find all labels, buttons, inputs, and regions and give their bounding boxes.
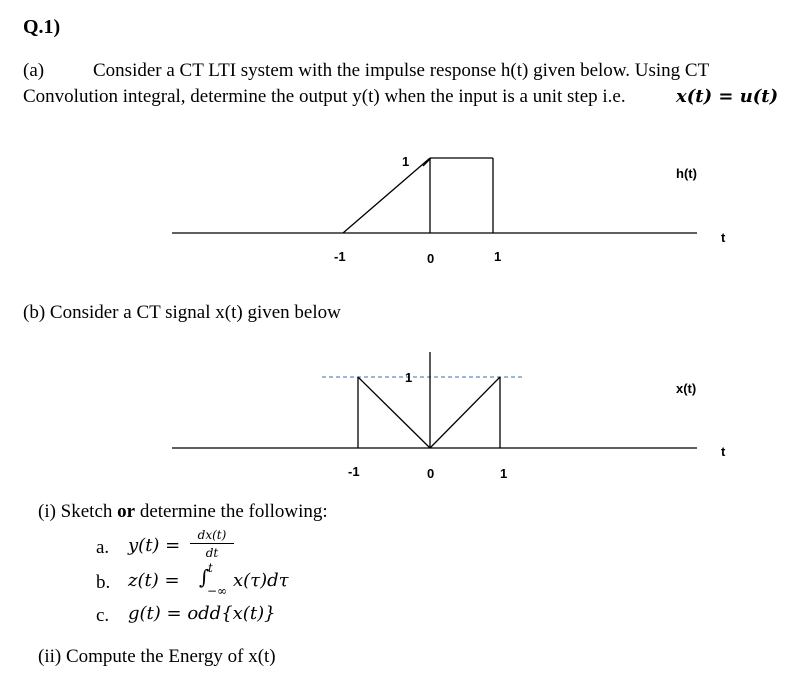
item-a-denominator: dt — [205, 546, 219, 560]
item-b-upper-limit: t — [208, 561, 213, 575]
h-peak-label: 1 — [402, 154, 410, 169]
part-a-line1: Consider a CT LTI system with the impulse response h(t) given below. Using CT — [93, 60, 710, 81]
item-c-expr: g(t) = odd{x(t)} — [128, 603, 276, 624]
subpart-ii-text: (ii) Compute the Energy of x(t) — [38, 646, 276, 667]
x-tick-0: 0 — [427, 466, 435, 481]
item-b-integral-sign: ∫ — [199, 565, 210, 589]
item-a-label: a. — [96, 537, 110, 558]
item-c-label: c. — [96, 605, 110, 626]
x-up-slope — [430, 377, 500, 448]
h-ramp — [343, 158, 430, 233]
item-b-lhs: z(t) = — [128, 570, 180, 591]
x-tick-1: 1 — [500, 466, 508, 481]
subpart-i-heading — [38, 501, 328, 523]
x-axis-group — [172, 352, 697, 448]
item-b-integrand: x(τ)dτ — [233, 570, 289, 591]
item-a-lhs: y(t) = — [128, 535, 181, 556]
item-a-fraction — [190, 528, 234, 560]
subpart-i-heading-bold: or — [117, 501, 136, 522]
input-equation: x(t) = u(t) — [676, 86, 779, 107]
part-a-line2: Convolution integral, determine the output y(t) when the input is a unit step i.e. — [23, 86, 626, 107]
h-tick-0: 0 — [427, 251, 435, 266]
x-tick-neg1: -1 — [348, 464, 360, 479]
h-title: h(t) — [676, 166, 697, 181]
part-a-label: (a) — [23, 60, 45, 81]
h-axis-var: t — [721, 230, 726, 245]
x-down-slope — [358, 377, 430, 448]
x-title: x(t) — [676, 381, 697, 396]
part-b-text: (b) Consider a CT signal x(t) given below — [23, 302, 341, 323]
x-axis-var: t — [721, 444, 726, 459]
item-b-label: b. — [96, 572, 111, 593]
h-axis-group — [172, 158, 697, 233]
item-b-lower-limit: −∞ — [207, 584, 228, 598]
question-number: Q.1) — [23, 16, 61, 38]
x-peak-label: 1 — [405, 370, 413, 385]
h-tick-1: 1 — [494, 249, 502, 264]
h-tick-neg1: -1 — [334, 249, 346, 264]
subpart-i-heading-pre: (i) Sketch — [38, 501, 118, 522]
item-a-numerator: dx(t) — [190, 528, 234, 544]
subpart-i-heading-post: determine the following: — [135, 501, 328, 522]
